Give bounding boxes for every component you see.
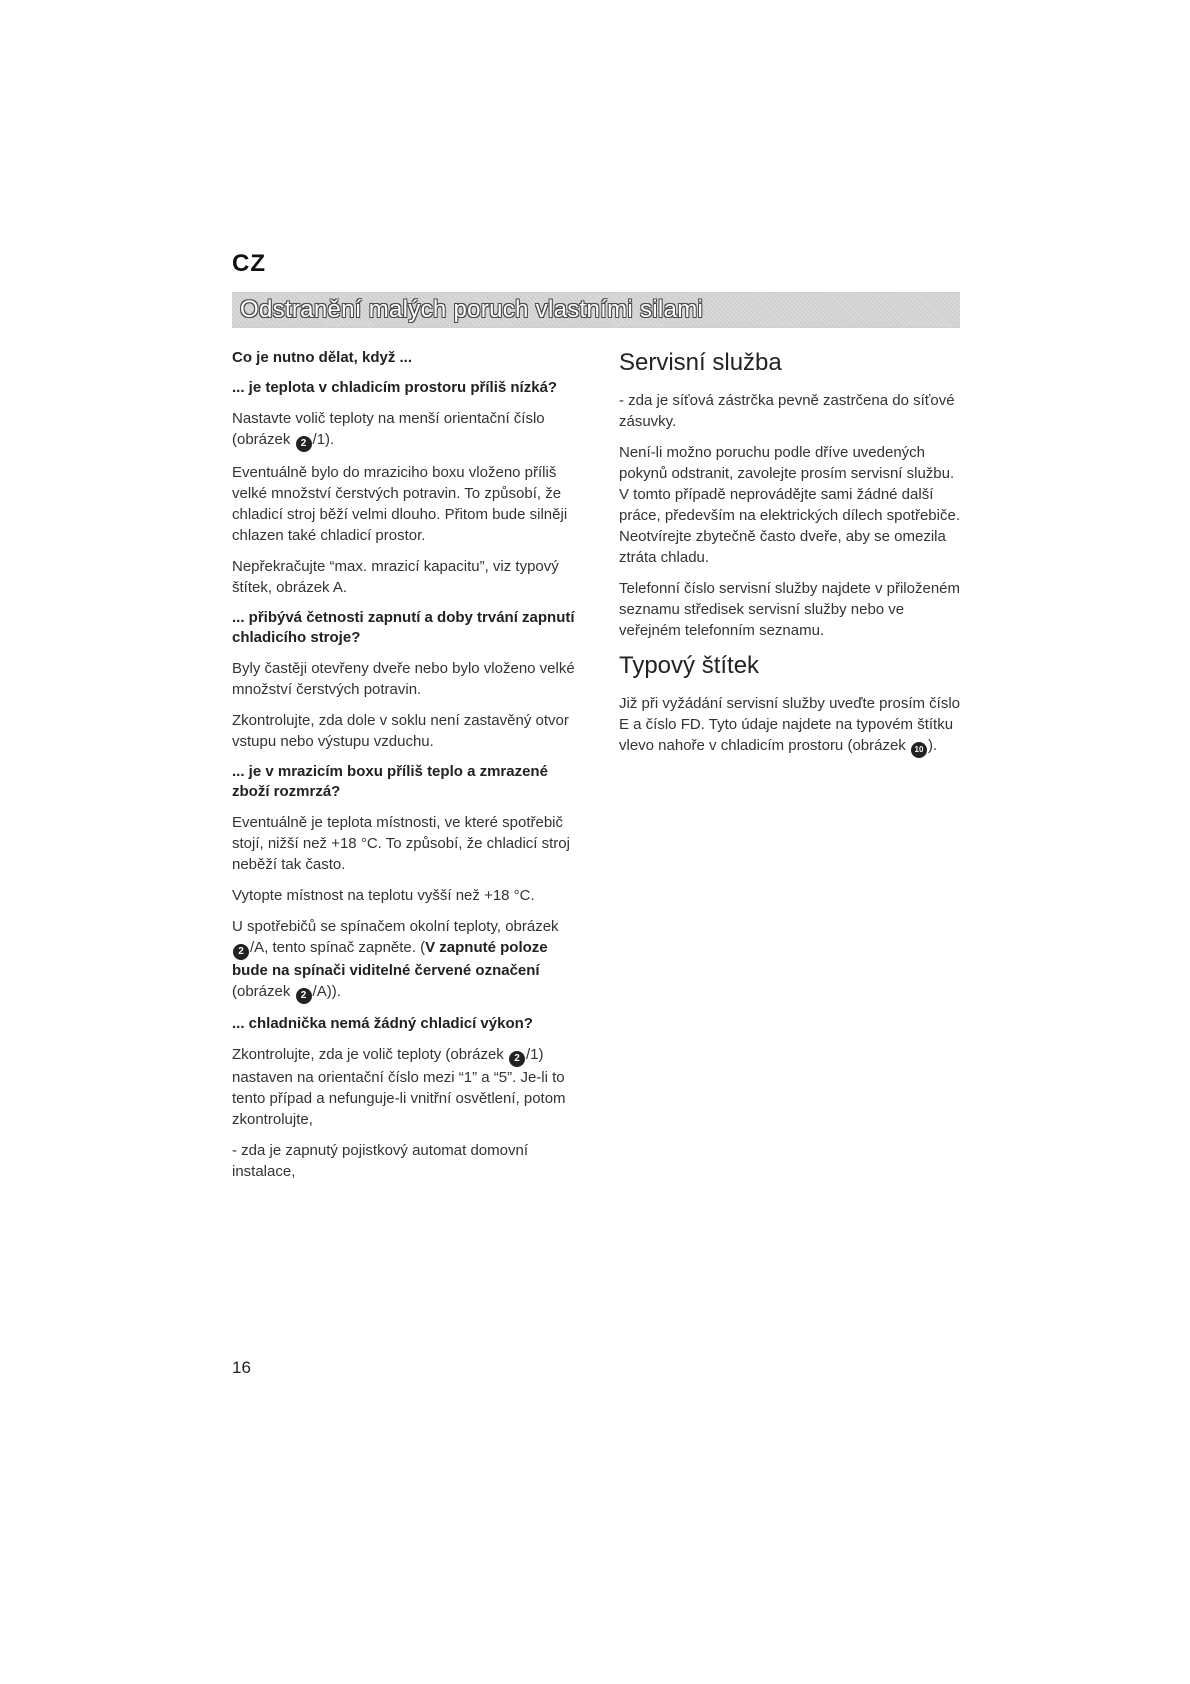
intro-heading: Co je nutno dělat, když ... bbox=[232, 349, 413, 366]
paragraph: Byly častěji otevřeny dveře nebo bylo vloženo velké množství čerstvých potravin. bbox=[232, 660, 575, 698]
figure-number-icon: 2 bbox=[296, 988, 312, 1004]
rating-plate-heading: Typový štítek bbox=[619, 652, 760, 679]
paragraph: Telefonní číslo servisní služby najdete v přiloženém seznamu středisek servisní služby nebo ve veřejném telefonním seznamu. bbox=[619, 580, 961, 639]
question-heading-freezer-warm: ... je v mrazicím boxu příliš teplo a zmrazené zboží rozmrzá? bbox=[232, 763, 548, 800]
question-heading-cycle-frequency: ... přibývá četnosti zapnutí a doby trvání zapnutí chladicího stroje? bbox=[232, 609, 575, 646]
question-heading-temperature-low: ... je teplota v chladicím prostoru příliš nízká? bbox=[232, 379, 558, 396]
paragraph: Již při vyžádání servisní služby uveďte prosím číslo E a číslo FD. Tyto údaje najdete na typovém štítku vlevo nahoře v chladicím prostoru (obrázek 10 ). bbox=[619, 693, 964, 758]
language-code: CZ bbox=[232, 250, 266, 277]
question-heading-no-cooling: ... chladnička nemá žádný chladicí výkon? bbox=[232, 1015, 533, 1032]
left-column bbox=[232, 348, 580, 1192]
section-title-bar bbox=[232, 292, 960, 328]
paragraph: Nastavte volič teploty na menší orientační číslo (obrázek 2 /1). bbox=[232, 408, 580, 452]
paragraph: Zkontrolujte, zda dole v soklu není zastavěný otvor vstupu nebo výstupu vzduchu. bbox=[232, 712, 569, 750]
figure-number-icon: 10 bbox=[911, 742, 927, 758]
figure-number-icon: 2 bbox=[296, 436, 312, 452]
paragraph: Vytopte místnost na teplotu vyšší než +18 °C. bbox=[232, 887, 535, 904]
paragraph: Zkontrolujte, zda je volič teploty (obrázek 2 /1) nastaven na orientační číslo mezi “1” a “5”. Je-li to tento případ a nefunguje-li vnitřní osvětlení, potom zkontrolujte, bbox=[232, 1046, 566, 1128]
paragraph: - zda je síťová zástrčka pevně zastrčena do síťové zásuvky. bbox=[619, 392, 955, 430]
section-title: Odstranění malých poruch vlastními silami bbox=[240, 296, 704, 323]
paragraph: Eventuálně je teplota místnosti, ve které spotřebič stojí, nižší než +18 °C. To způsobí, že chladicí stroj neběží tak často. bbox=[232, 814, 570, 873]
figure-number-icon: 2 bbox=[509, 1051, 525, 1067]
paragraph: U spotřebičů se spínačem okolní teploty, obrázek 2 /A, tento spínač zapněte. (V zapnuté poloze bude na spínači viditelné červené označení (obrázek 2 /A)). bbox=[232, 916, 580, 1004]
paragraph: Eventuálně bylo do mraziciho boxu vloženo příliš velké množství čerstvých potravin. To způsobí, že chladicí stroj běží velmi dlouho. Přitom bude silněji chlazen také chladicí prostor. bbox=[232, 464, 568, 544]
service-heading: Servisní služba bbox=[619, 349, 782, 376]
right-column bbox=[619, 348, 964, 768]
paragraph: - zda je zapnutý pojistkový automat domovní instalace, bbox=[232, 1142, 528, 1180]
paragraph: Nepřekračujte “max. mrazicí kapacitu”, viz typový štítek, obrázek A. bbox=[232, 558, 559, 596]
paragraph: Není-li možno poruchu podle dříve uvedených pokynů odstranit, zavolejte prosím servisní službu. V tomto případě neprovádějte sami žádné další práce, především na elektrických dílech spotřebiče. Neotvírejte zbytečně často dveře, aby se omezila ztráta chladu. bbox=[619, 444, 960, 566]
page-number: 16 bbox=[232, 1358, 251, 1377]
figure-number-icon: 2 bbox=[233, 944, 249, 960]
